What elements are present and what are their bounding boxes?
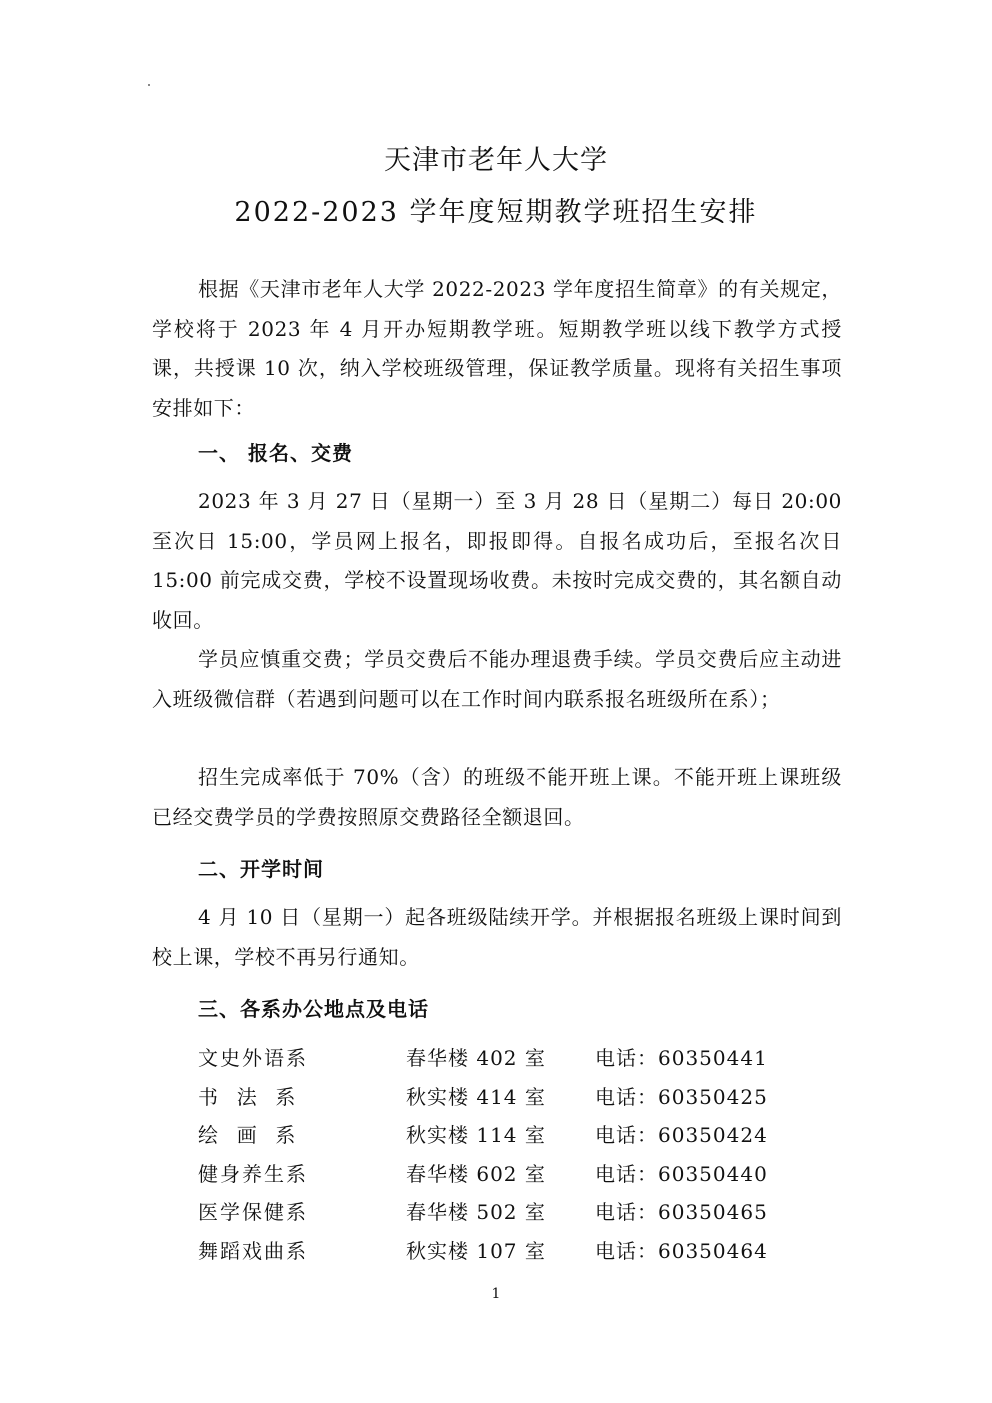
contact-row bbox=[198, 1235, 798, 1274]
page-number: 1 bbox=[491, 1286, 501, 1302]
phone-number: 电话：60350465 bbox=[595, 1200, 768, 1224]
section-2-heading: 二、开学时间 bbox=[198, 857, 324, 881]
phone-number: 电话：60350464 bbox=[595, 1238, 768, 1263]
phone-number: 电话：60350425 bbox=[595, 1084, 768, 1109]
section-1-paragraph-2: 学员应慎重交费；学员交费后不能办理退费手续。学员交费后应主动进入班级微信群（若遇到问题可以在工作时间内联系报名班级所在系）； bbox=[152, 647, 842, 711]
office-location: 秋实楼 414 室 bbox=[406, 1084, 546, 1109]
department-name: 健身养生系 bbox=[198, 1161, 308, 1186]
office-location: 秋实楼 114 室 bbox=[406, 1123, 546, 1147]
section-1-paragraph-1: 2023 年 3 月 27 日（星期一）至 3 月 28 日（星期二）每日 20:00 至次日 15:00，学员网上报名，即报即得。自报名成功后，至报名次日 15:00 前完成交费，学校不设置现场收费。未按时完成交费的，其名额自动收回。 bbox=[152, 489, 842, 632]
section-2-paragraph-1: 4 月 10 日（星期一）起各班级陆续开学。并根据报名班级上课时间到校上课，学校不再另行通知。 bbox=[152, 905, 842, 969]
page-title: 天津市老年人大学 bbox=[384, 145, 608, 176]
contact-row bbox=[198, 1081, 798, 1120]
section-1-heading: 一、 报名、交费 bbox=[198, 441, 353, 465]
department-name: 文史外语系 bbox=[198, 1046, 308, 1070]
contact-row bbox=[198, 1119, 798, 1158]
phone-number: 电话：60350424 bbox=[595, 1123, 768, 1147]
section-3-heading: 三、各系办公地点及电话 bbox=[198, 997, 429, 1021]
office-location: 春华楼 502 室 bbox=[406, 1200, 546, 1224]
page-subtitle: 2022-2023 学年度短期教学班招生安排 bbox=[234, 197, 758, 228]
contact-row bbox=[198, 1042, 798, 1081]
department-name: 舞蹈戏曲系 bbox=[198, 1238, 308, 1263]
scan-speck bbox=[148, 84, 150, 86]
office-location: 春华楼 602 室 bbox=[406, 1161, 546, 1186]
section-1-paragraph-3: 招生完成率低于 70%（含）的班级不能开班上课。不能开班上课班级已经交费学员的学费按照原交费路径全额退回。 bbox=[152, 765, 842, 829]
phone-number: 电话：60350440 bbox=[595, 1161, 768, 1186]
department-name: 医学保健系 bbox=[198, 1200, 308, 1224]
phone-number: 电话：60350441 bbox=[595, 1046, 768, 1070]
department-name: 书 法 系 bbox=[198, 1084, 298, 1109]
contact-row bbox=[198, 1158, 798, 1197]
office-location: 秋实楼 107 室 bbox=[406, 1238, 546, 1263]
contacts-table bbox=[198, 1042, 798, 1273]
department-name: 绘 画 系 bbox=[198, 1123, 298, 1147]
contact-row bbox=[198, 1196, 798, 1235]
intro-paragraph: 根据《天津市老年人大学 2022-2023 学年度招生简章》的有关规定，学校将于 2023 年 4 月开办短期教学班。短期教学班以线下教学方式授课，共授课 10 次，纳入学校班级管理，保证教学质量。现将有关招生事项安排如下： bbox=[152, 277, 842, 420]
office-location: 春华楼 402 室 bbox=[406, 1046, 546, 1070]
